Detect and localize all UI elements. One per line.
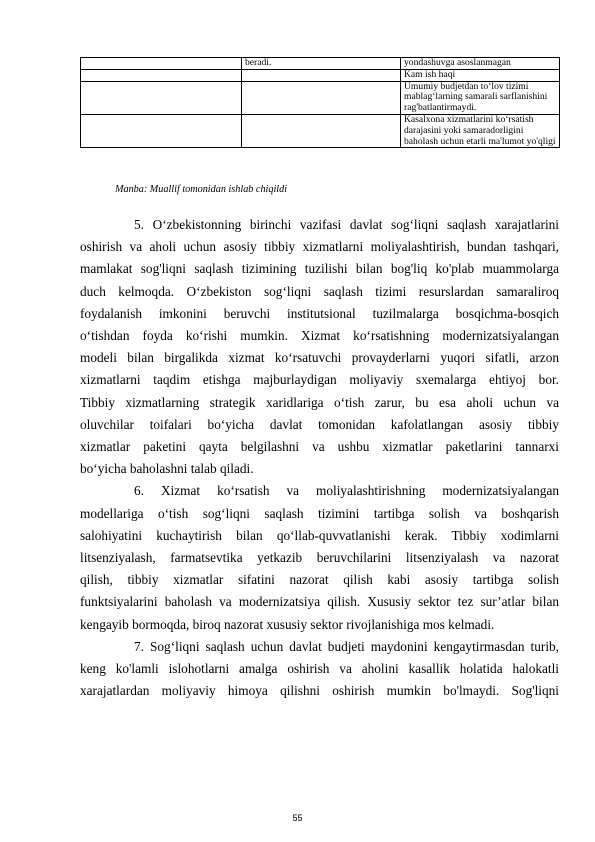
text-line: keng ko'lamli islohotlarni amalga oshirish va aholini kasallik holatida halokatli	[80, 661, 559, 677]
text-line: Tibbiy xizmatlarning strategik xaridlariga o‘tish zarur, bu esa aholi uchun va	[80, 394, 559, 410]
text-line: qilish, tibbiy xizmatlar sifatini nazorat qilish kabi asosiy tartibga solish	[80, 572, 559, 588]
table-cell	[242, 114, 401, 147]
text-line: oluvchilar toifalari bo‘yicha davlat tomonidan kafolatlangan asosiy tibbiy	[80, 416, 559, 432]
table-cell	[81, 58, 242, 70]
body-text	[80, 214, 559, 702]
text-line: xizmatlarni taqdim etishga majburlaydigan moliyaviy sxemalarga ehtiyoj bor.	[80, 372, 559, 388]
table-cell	[81, 114, 242, 147]
text-line: xarajatlardan moliyaviy himoya qilishni oshirish mumkin bo'lmaydi. Sog'liqni	[80, 683, 559, 699]
table-cell: Umumiy budjetdan to‘lov tizimi mablag‘larning samarali sarflanishini rag'batlantirmaydi.	[401, 81, 560, 114]
table-row	[81, 114, 560, 147]
text-line: foydalanish imkonini beruvchi institutsional tuzilmalarga bosqichma-bosqich	[80, 305, 559, 321]
text-line: mamlakat sog'liqni saqlash tizimining tuzilishi bilan bog'liq ko'plab muammolarga	[80, 261, 559, 277]
text-line: 5. O‘zbekistonning birinchi vazifasi davlat sog‘liqni saqlash xarajatlarini	[134, 217, 559, 232]
table-cell	[81, 81, 242, 114]
paragraph-7	[80, 636, 559, 703]
text-line: salohiyatini kuchaytirish bilan qo‘llab-quvvatlanishi kerak. Tibbiy xodimlarni	[80, 527, 559, 543]
table-row	[81, 58, 560, 70]
table-cell: yondashuvga asoslanmagan	[401, 58, 560, 70]
table-row	[81, 81, 560, 114]
table-cell	[242, 81, 401, 114]
text-line: funktsiyalarini baholash va modernizatsiya qilish. Xususiy sektor tez sur’atlar bilan	[80, 594, 559, 610]
text-line: o‘tishdan foyda ko‘rishi mumkin. Xizmat ko‘rsatishning modernizatsiyalangan	[80, 328, 559, 344]
summary-table	[80, 57, 560, 148]
text-line: modellariga o‘tish sog‘liqni saqlash tizimini tartibga solish va boshqarish	[80, 505, 559, 521]
table-cell	[81, 69, 242, 81]
table-cell: Kasalxona xizmatlarini ko‘rsatish darajasini yoki samaradorligini baholash uchun etarli ma'lumot yo'qligi	[401, 114, 560, 147]
text-line: bo‘yicha baholashni talab qiladi.	[80, 461, 254, 477]
text-line: 7. Sog‘liqni saqlash uchun davlat budjeti maydonini kengaytirmasdan turib,	[134, 638, 559, 654]
text-line: oshirish va aholi uchun asosiy tibbiy xizmatlarni moliyalashtirish, bundan tashqari,	[80, 239, 559, 255]
table-source-note: Manba: Muallif tomonidan ishlab chiqildi	[115, 184, 288, 195]
table-cell	[242, 69, 401, 81]
text-line: 6. Xizmat ko‘rsatish va moliyalashtirishning modernizatsiyalangan	[134, 483, 559, 499]
text-line: xizmatlar paketini qayta belgilashni va ushbu xizmatlar paketlarini tannarxi	[80, 439, 559, 455]
text-line: kengayib bormoqda, biroq nazorat xususiy sektor rivojlanishiga mos kelmadi.	[80, 616, 495, 632]
table-cell: Kam ish haqi	[401, 69, 560, 81]
table-row	[81, 69, 560, 81]
text-line: litsenziyalash, farmatsevtika yetkazib beruvchilarini litsenziyalash va nazorat	[80, 550, 559, 566]
text-line: duch kelmoqda. O‘zbekiston sog‘liqni saqlash tizimi resurslardan samaraliroq	[80, 283, 559, 299]
text-line: modeli bilan birgalikda xizmat ko‘rsatuvchi provayderlarni yuqori sifatli, arzon	[80, 350, 559, 366]
paragraph-5	[80, 214, 559, 480]
page-number: 55	[292, 813, 303, 823]
paragraph-6	[80, 480, 559, 635]
table-cell: beradi.	[242, 58, 401, 70]
